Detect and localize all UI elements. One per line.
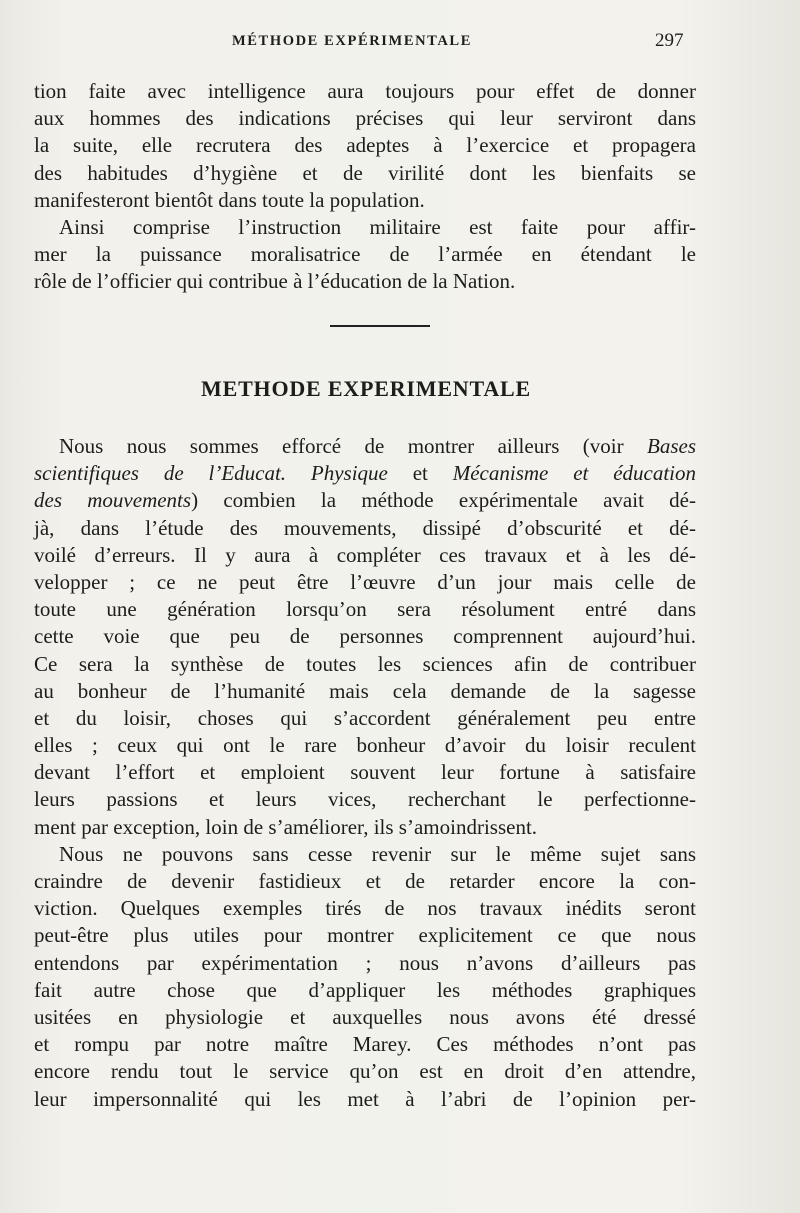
paragraph-block-top bbox=[34, 78, 696, 296]
text-line: manifesteront bientôt dans toute la population. bbox=[34, 187, 425, 212]
text-line: Ainsi comprise l’instruction militaire est faite pour affir- bbox=[59, 214, 696, 239]
text-line: voilé d’erreurs. Il y aura à compléter ces travaux et à les dé- bbox=[34, 542, 696, 567]
text-line: la suite, elle recrutera des adeptes à l’exercice et propagera bbox=[34, 133, 696, 158]
italic-title: des mouvements bbox=[34, 488, 192, 513]
text-line: des habitudes d’hygiène et de virilité dont les bienfaits se bbox=[34, 160, 696, 185]
text-line: peut-être plus utiles pour montrer explicitement ce que nous bbox=[34, 923, 696, 948]
paragraph-block-main bbox=[34, 433, 696, 1113]
section-divider bbox=[330, 325, 430, 327]
text-run: Nous nous sommes efforcé de montrer ailleurs (voir bbox=[59, 434, 647, 458]
text-line: usitées en physiologie et auxquelles nous avons été dressé bbox=[34, 1004, 696, 1029]
text-line: craindre de devenir fastidieux et de retarder encore la con- bbox=[34, 869, 696, 893]
text-line: au bonheur de l’humanité mais cela demande de la sagesse bbox=[34, 678, 696, 703]
italic-title: Mécanisme et éducation bbox=[452, 461, 696, 486]
text-line: toute une génération lorsqu’on sera résolument entré dans bbox=[34, 597, 696, 622]
text-line: Ce sera la synthèse de toutes les sciences afin de contribuer bbox=[34, 651, 696, 676]
text-line bbox=[34, 433, 696, 460]
text-line bbox=[34, 487, 696, 514]
text-line: leur impersonnalité qui les met à l’abri de l’opinion per- bbox=[34, 1086, 696, 1111]
text-run: ) combien la méthode expérimentale avait dé- bbox=[191, 488, 696, 513]
text-line: encore rendu tout le service qu’on est en droit d’en attendre, bbox=[34, 1059, 696, 1084]
running-title: MÉTHODE EXPÉRIMENTALE bbox=[232, 33, 472, 49]
text-line: jà, dans l’étude des mouvements, dissipé d’obscurité et dé- bbox=[34, 515, 696, 540]
text-line: rôle de l’officier qui contribue à l’éducation de la Nation. bbox=[34, 269, 516, 294]
text-line bbox=[34, 460, 696, 487]
text-run: et bbox=[387, 461, 453, 486]
text-line: velopper ; ce ne peut être l’œuvre d’un jour mais celle de bbox=[34, 569, 696, 594]
text-line: Nous ne pouvons sans cesse revenir sur le même sujet sans bbox=[59, 841, 696, 866]
text-line: viction. Quelques exemples tirés de nos travaux inédits seront bbox=[34, 896, 696, 921]
running-head bbox=[0, 30, 800, 54]
page-number: 297 bbox=[655, 30, 684, 51]
text-line: cette voie que peu de personnes comprennent aujourd’hui. bbox=[34, 624, 696, 649]
text-line: aux hommes des indications précises qui leur serviront dans bbox=[34, 106, 696, 131]
text-line: et du loisir, choses qui s’accordent généralement peu entre bbox=[34, 705, 696, 730]
italic-title: scientifiques de l’Educat. Physique bbox=[34, 461, 388, 486]
text-line: tion faite avec intelligence aura toujours pour effet de donner bbox=[34, 79, 696, 103]
section-heading: METHODE EXPERIMENTALE bbox=[201, 376, 531, 401]
text-line: fait autre chose que d’appliquer les méthodes graphiques bbox=[34, 977, 696, 1002]
text-line: mer la puissance moralisatrice de l’armée en étendant le bbox=[34, 242, 696, 267]
italic-title: Bases bbox=[647, 434, 696, 458]
text-line: et rompu par notre maître Marey. Ces méthodes n’ont pas bbox=[34, 1032, 696, 1057]
text-line: elles ; ceux qui ont le rare bonheur d’avoir du loisir reculent bbox=[34, 733, 696, 758]
text-line: devant l’effort et emploient souvent leur fortune à satisfaire bbox=[34, 760, 696, 785]
text-line: ment par exception, loin de s’améliorer, ils s’amoindrissent. bbox=[34, 814, 538, 839]
text-line: entendons par expérimentation ; nous n’avons d’ailleurs pas bbox=[34, 950, 696, 975]
text-line: leurs passions et leurs vices, recherchant le perfectionne- bbox=[34, 787, 696, 812]
